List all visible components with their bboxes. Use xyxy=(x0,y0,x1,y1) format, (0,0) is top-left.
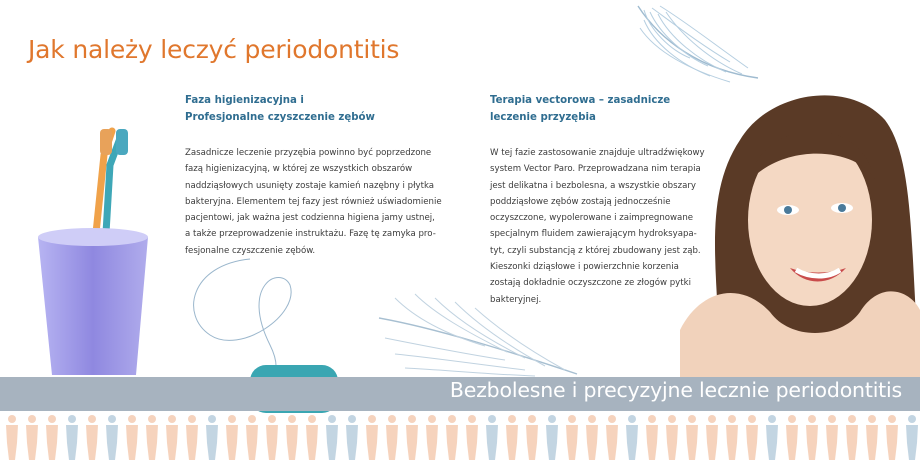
person-silhouette xyxy=(346,415,358,460)
person-silhouette xyxy=(546,415,558,460)
person-silhouette xyxy=(566,415,578,460)
person-silhouette xyxy=(126,415,138,460)
person-silhouette xyxy=(86,415,98,460)
person-silhouette xyxy=(326,415,338,460)
hygiene-phase-heading xyxy=(185,92,430,126)
person-silhouette xyxy=(166,415,178,460)
person-silhouette xyxy=(226,415,238,460)
body-line: bakteryjnej. xyxy=(490,294,542,305)
body-line: Kieszonki dziąsłowe i powierzchnie korzenia xyxy=(490,262,679,273)
banner-text: Bezbolesne i precyzyjne lecznie periodontitis xyxy=(449,378,902,402)
person-silhouette xyxy=(486,415,498,460)
body-line: jest delikatna i bezbolesna, a wszystkie obszary xyxy=(490,180,697,191)
person-silhouette xyxy=(886,415,898,460)
heading-line: Faza higienizacyjna i xyxy=(185,95,304,106)
person-silhouette xyxy=(586,415,598,460)
toothbrush-cup-image xyxy=(30,125,155,383)
person-silhouette xyxy=(606,415,618,460)
body-line: pacjentowi, jak ważna jest codzienna higiena jamy ustnej, xyxy=(185,213,435,224)
person-silhouette xyxy=(366,415,378,460)
body-line: W tej fazie zastosowanie znajduje ultradźwiękowy xyxy=(490,148,705,158)
vector-therapy-heading xyxy=(490,92,720,126)
body-line: Zasadnicze leczenie przyzębia powinno być poprzedzone xyxy=(185,148,432,158)
person-silhouette xyxy=(26,415,38,460)
person-silhouette xyxy=(766,415,778,460)
body-line: a także przeprowadzenie instruktażu. Fazę tę zamyka pro- xyxy=(185,229,436,240)
hygiene-phase-column xyxy=(185,92,442,259)
person-silhouette xyxy=(286,415,298,460)
person-silhouette xyxy=(846,415,858,460)
person-silhouette xyxy=(686,415,698,460)
person-silhouette xyxy=(406,415,418,460)
vector-therapy-column xyxy=(490,92,720,308)
body-line: fazą higienizacyjną, w której ze wszystkich obszarów xyxy=(185,164,413,175)
person-silhouette xyxy=(906,415,918,460)
person-silhouette xyxy=(186,415,198,460)
person-silhouette xyxy=(66,415,78,460)
people-silhouettes-decoration xyxy=(0,413,920,460)
person-silhouette xyxy=(446,415,458,460)
person-silhouette xyxy=(466,415,478,460)
person-silhouette xyxy=(726,415,738,460)
person-silhouette xyxy=(46,415,58,460)
person-silhouette xyxy=(786,415,798,460)
page-title: Jak należy leczyć periodontitis xyxy=(28,34,400,64)
person-silhouette xyxy=(806,415,818,460)
person-silhouette xyxy=(266,415,278,460)
person-silhouette xyxy=(6,415,18,460)
body-line: zostają dokładnie oczyszczone ze złogów pytki xyxy=(490,278,691,289)
body-line: bakteryjna. Elementem tej fazy jest również uświadomienie xyxy=(185,196,442,207)
feather-image xyxy=(630,0,760,92)
person-silhouette xyxy=(706,415,718,460)
heading-line: Profesjonalne czyszczenie zębów xyxy=(185,112,375,123)
person-silhouette xyxy=(426,415,438,460)
hygiene-phase-body xyxy=(185,145,442,259)
person-silhouette xyxy=(526,415,538,460)
body-line: specjalnym fluidem zawierającym hydroksyapa- xyxy=(490,229,697,240)
vector-therapy-body xyxy=(490,145,720,308)
person-silhouette xyxy=(106,415,118,460)
person-silhouette xyxy=(746,415,758,460)
person-silhouette xyxy=(206,415,218,460)
person-silhouette xyxy=(246,415,258,460)
person-silhouette xyxy=(826,415,838,460)
body-line: tyt, czyli substancją z której zbudowany jest ząb. xyxy=(490,245,701,256)
person-silhouette xyxy=(306,415,318,460)
person-silhouette xyxy=(386,415,398,460)
person-silhouette xyxy=(626,415,638,460)
person-silhouette xyxy=(506,415,518,460)
person-silhouette xyxy=(646,415,658,460)
person-silhouette xyxy=(666,415,678,460)
heading-line: Terapia vectorowa – zasadnicze xyxy=(490,95,671,106)
person-silhouette xyxy=(146,415,158,460)
body-line: naddziąsłowych usunięty zostaje kamień nazębny i płytka xyxy=(185,180,435,191)
body-line: poddziąsłowe zębów zostają jednocześnie xyxy=(490,196,671,207)
body-line: oczyszczone, wypolerowane i zaimpregnowane xyxy=(490,213,694,224)
body-line: system Vector Paro. Przeprowadzana nim terapia xyxy=(490,164,701,175)
heading-line: leczenie przyzębia xyxy=(490,112,596,123)
body-line: fesjonalne czyszczenie zębów. xyxy=(185,245,316,256)
person-silhouette xyxy=(866,415,878,460)
